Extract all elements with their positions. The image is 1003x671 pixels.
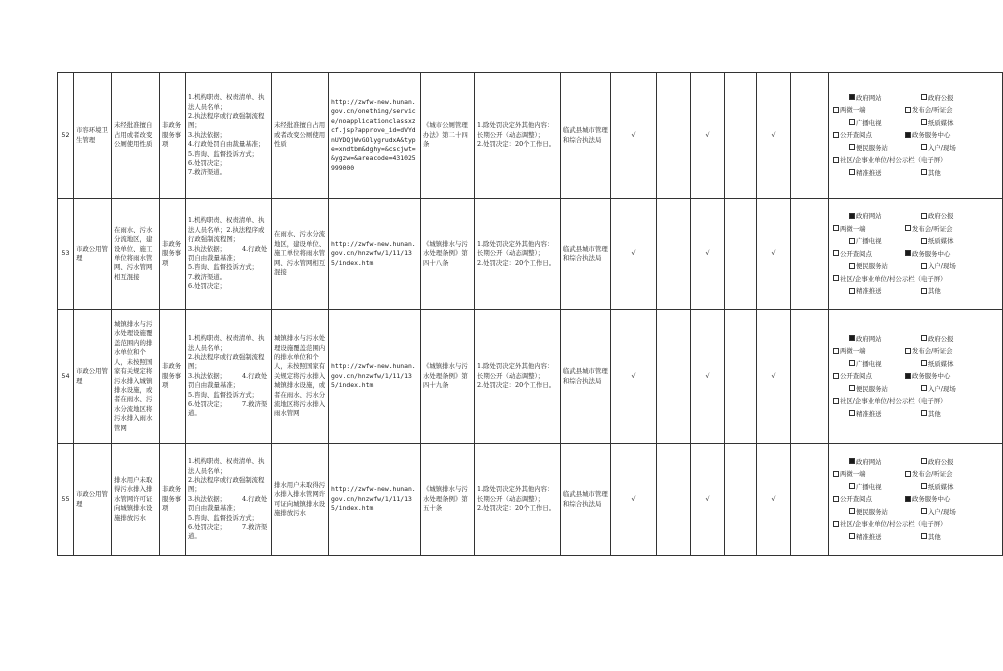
unchecked-box-icon (921, 410, 927, 416)
channel-option (849, 456, 921, 469)
channel-label: 入户/现场 (928, 384, 956, 393)
agency-cell: 临武县城市管理和综合执法局 (561, 444, 611, 556)
publish-channels (829, 199, 1003, 310)
channel-option (905, 250, 950, 258)
unchecked-box-icon (849, 410, 855, 416)
category-cell: 市政公用管理 (74, 444, 112, 556)
channel-line (833, 104, 1002, 117)
channel-line (833, 142, 1002, 155)
channel-label: 便民服务站 (856, 143, 888, 152)
channel-label: 公开查阅点 (840, 249, 872, 258)
channel-option (849, 210, 921, 223)
unchecked-box-icon (833, 471, 839, 477)
channel-label: 社区/企事业单位/村公示栏（电子屏） (840, 156, 947, 165)
channel-line (833, 223, 1002, 236)
channel-label: 两微一端 (840, 347, 866, 356)
channel-label: 便民服务站 (856, 384, 888, 393)
type-cell: 非政务服务事项 (160, 73, 186, 199)
channel-option (905, 225, 953, 233)
channel-label: 政府公报 (928, 93, 954, 102)
channel-option (849, 481, 921, 494)
channel-option (849, 235, 921, 248)
check-mark: √ (757, 73, 791, 199)
checked-box-icon (905, 373, 911, 379)
unchecked-box-icon (921, 144, 927, 150)
link-cell: http://zwfw-new.hunan.gov.cn/hnzwfw/1/11/135/index.htm (329, 199, 421, 310)
channel-label: 政务服务中心 (912, 495, 951, 504)
channel-option (833, 104, 905, 117)
unchecked-box-icon (849, 508, 855, 514)
channel-label: 便民服务站 (856, 507, 888, 516)
channel-option (905, 495, 950, 503)
checked-box-icon (849, 94, 855, 100)
unchecked-box-icon (833, 225, 839, 231)
channel-option (921, 360, 954, 368)
unchecked-box-icon (849, 385, 855, 391)
empty-cell (725, 73, 757, 199)
channel-label: 公开查阅点 (840, 372, 872, 381)
channel-line (833, 154, 1002, 167)
checked-box-icon (905, 132, 911, 138)
channel-option (849, 506, 921, 519)
channel-label: 纸质媒体 (928, 237, 954, 246)
checked-box-icon (905, 496, 911, 502)
publish-channels (829, 310, 1003, 444)
empty-cell (791, 444, 829, 556)
content-cell: 1.机构职责、权责清单、执法人员名单； 2.执法程序或行政强制流程图； 3.执法依据； 4.行政处罚自由裁量基准； 5.咨询、监督投诉方式； 6.处罚决定； 7.救济渠道。 (186, 444, 272, 556)
channel-option (905, 347, 953, 355)
unchecked-box-icon (921, 263, 927, 269)
channel-line (833, 129, 1002, 142)
channel-label: 政府公报 (928, 457, 954, 466)
channel-line (833, 167, 1002, 180)
channel-line (833, 481, 1002, 494)
unchecked-box-icon (833, 521, 839, 527)
unchecked-box-icon (921, 508, 927, 514)
checked-box-icon (849, 213, 855, 219)
basis-desc-cell: 排水用户未取得污水排入排水管网许可证向城镇排水设施排放污水 (272, 444, 329, 556)
channel-option (905, 106, 953, 114)
channel-option (833, 397, 947, 405)
channel-label: 入户/现场 (928, 507, 956, 516)
table-row (58, 444, 1003, 556)
channel-option (833, 370, 905, 383)
checked-box-icon (849, 335, 855, 341)
channel-label: 两微一端 (840, 224, 866, 233)
channel-option (833, 223, 905, 236)
unchecked-box-icon (833, 398, 839, 404)
category-cell: 市容环境卫生管理 (74, 73, 112, 199)
channel-option (833, 275, 947, 283)
channel-option (849, 358, 921, 371)
channel-option (921, 483, 954, 491)
agency-cell: 临武县城市管理和综合执法局 (561, 199, 611, 310)
law-cell: 《城镇排水与污水处理条例》第五十条 (421, 444, 475, 556)
unchecked-box-icon (833, 373, 839, 379)
channel-line (833, 210, 1002, 223)
unchecked-box-icon (921, 94, 927, 100)
link-cell: http://zwfw-new.hunan.gov.cn/hnzwfw/1/11/135/index.htm (329, 444, 421, 556)
channel-option (921, 410, 941, 418)
channel-option (905, 470, 953, 478)
empty-cell (791, 199, 829, 310)
channel-label: 社区/企事业单位/村公示栏（电子屏） (840, 397, 947, 406)
check-mark: √ (691, 310, 725, 444)
channel-option (849, 333, 921, 346)
unchecked-box-icon (849, 119, 855, 125)
empty-cell (657, 199, 691, 310)
channel-label: 政府公报 (928, 212, 954, 221)
channel-label: 广播电视 (856, 482, 882, 491)
channel-option (833, 468, 905, 481)
channel-line (833, 235, 1002, 248)
channel-label: 政府网站 (856, 212, 882, 221)
channel-option (849, 167, 921, 180)
basis-desc-cell: 未经批准擅自占用或者改变公厕使用性质 (272, 73, 329, 199)
channel-line (833, 468, 1002, 481)
channel-label: 政府网站 (856, 334, 882, 343)
empty-cell (791, 310, 829, 444)
channel-option (833, 345, 905, 358)
channel-option (833, 248, 905, 261)
channel-option (833, 520, 947, 528)
table-row (58, 310, 1003, 444)
item-cell: 在雨水、污水分流地区，建设单位、施工单位将雨水管网、污水管网相互混接 (112, 199, 160, 310)
content-cell: 1.机构职责、权责清单、执法人员名单； 2.执法程序或行政强制流程图； 3.执法依据； 4.行政处罚自由裁量基准； 5.咨询、监督投诉方式； 6.处罚决定； 7.救济渠道。 (186, 73, 272, 199)
channel-option (833, 129, 905, 142)
check-mark: √ (611, 199, 657, 310)
channel-line (833, 395, 1002, 408)
unchecked-box-icon (833, 348, 839, 354)
channel-label: 两微一端 (840, 470, 866, 479)
empty-cell (657, 444, 691, 556)
content-cell: 1.机构职责、权责清单、执法人员名单； 2.执法程序或行政强制流程图； 3.执法依据； 4.行政处罚自由裁量基准； 5.咨询、监督投诉方式； 6.处罚决定； 7.救济渠道。 (186, 310, 272, 444)
check-mark: √ (691, 199, 725, 310)
channel-label: 社区/企事业单位/村公示栏（电子屏） (840, 520, 947, 529)
channel-label: 其他 (928, 168, 941, 177)
channel-line (833, 273, 1002, 286)
channel-option (921, 533, 941, 541)
channel-label: 政府公报 (928, 334, 954, 343)
unchecked-box-icon (833, 132, 839, 138)
check-mark: √ (757, 444, 791, 556)
channel-option (921, 287, 941, 295)
basis-desc-cell: 在雨水、污水分流地区，建设单位、施工单位将雨水管网、污水管网相互混接 (272, 199, 329, 310)
channel-label: 广播电视 (856, 359, 882, 368)
check-mark: √ (611, 310, 657, 444)
channel-line (833, 117, 1002, 130)
agency-cell: 临武县城市管理和综合执法局 (561, 310, 611, 444)
channel-label: 纸质媒体 (928, 482, 954, 491)
channel-option (921, 169, 941, 177)
unchecked-box-icon (905, 225, 911, 231)
unchecked-box-icon (849, 169, 855, 175)
unchecked-box-icon (905, 348, 911, 354)
channel-option (921, 385, 956, 393)
channel-option (833, 156, 947, 164)
category-cell: 市政公用管理 (74, 199, 112, 310)
period-cell: 1.除处罚决定外其他内容：长期公开（动态调整）； 2.处罚决定：20个工作日。 (475, 310, 561, 444)
empty-cell (657, 310, 691, 444)
channel-option (921, 212, 954, 220)
channel-option (849, 142, 921, 155)
channel-label: 其他 (928, 532, 941, 541)
channel-option (849, 117, 921, 130)
unchecked-box-icon (921, 119, 927, 125)
channel-line (833, 333, 1002, 346)
unchecked-box-icon (849, 288, 855, 294)
unchecked-box-icon (905, 471, 911, 477)
empty-cell (657, 73, 691, 199)
link-cell: http://zwfw-new.hunan.gov.cn/onething/service/noapplicationclassxzcf.jsp?approve_id=dVYdnUYDQjWvGOlygrudxA&type=xndtbm&dghy=&cscjwt=&ygzw=&areacode=431025999000 (329, 73, 421, 199)
type-cell: 非政务服务事项 (160, 310, 186, 444)
unchecked-box-icon (921, 169, 927, 175)
channel-label: 精准推送 (856, 287, 882, 296)
channel-line (833, 408, 1002, 421)
channel-option (921, 144, 956, 152)
period-cell: 1.除处罚决定外其他内容：长期公开（动态调整）； 2.处罚决定：20个工作日。 (475, 444, 561, 556)
channel-label: 发布会/听证会 (912, 347, 953, 356)
unchecked-box-icon (921, 458, 927, 464)
channel-label: 政务服务中心 (912, 131, 951, 140)
channel-label: 入户/现场 (928, 143, 956, 152)
channel-line (833, 370, 1002, 383)
channel-label: 便民服务站 (856, 262, 888, 271)
channel-label: 发布会/听证会 (912, 106, 953, 115)
channel-label: 发布会/听证会 (912, 224, 953, 233)
channel-option (849, 260, 921, 273)
channel-label: 其他 (928, 409, 941, 418)
channel-line (833, 260, 1002, 273)
row-number: 53 (58, 199, 74, 310)
empty-cell (725, 444, 757, 556)
content-cell: 1.机构职责、权责清单、执法人员名单；2.执法程序或行政强制流程图； 3.执法依据； 4.行政处罚自由裁量基准； 5.咨询、监督投诉方式； 7.救济渠道。 6.处罚决定； (186, 199, 272, 310)
channel-option (905, 131, 950, 139)
unchecked-box-icon (849, 263, 855, 269)
category-cell: 市政公用管理 (74, 310, 112, 444)
unchecked-box-icon (921, 360, 927, 366)
type-cell: 非政务服务事项 (160, 199, 186, 310)
channel-label: 社区/企事业单位/村公示栏（电子屏） (840, 274, 947, 283)
channel-label: 公开查阅点 (840, 495, 872, 504)
channel-label: 发布会/听证会 (912, 470, 953, 479)
row-number: 54 (58, 310, 74, 444)
check-mark: √ (757, 199, 791, 310)
channel-line (833, 285, 1002, 298)
unchecked-box-icon (833, 496, 839, 502)
checked-box-icon (849, 458, 855, 464)
unchecked-box-icon (921, 288, 927, 294)
unchecked-box-icon (921, 335, 927, 341)
channel-line (833, 456, 1002, 469)
unchecked-box-icon (849, 360, 855, 366)
channel-option (921, 458, 954, 466)
row-number: 55 (58, 444, 74, 556)
type-cell: 非政务服务事项 (160, 444, 186, 556)
channel-option (921, 94, 954, 102)
channel-label: 两微一端 (840, 106, 866, 115)
basis-desc-cell: 城镇排水与污水处理设施覆盖范围内的排水单位和个人，未按照国家有关规定将污水排入城镇排水设施，或者在雨水、污水分流地区将污水排入雨水管网 (272, 310, 329, 444)
law-cell: 《城镇排水与污水处理条例》第四十九条 (421, 310, 475, 444)
channel-option (849, 408, 921, 421)
channel-option (849, 92, 921, 105)
unchecked-box-icon (921, 385, 927, 391)
check-mark: √ (691, 444, 725, 556)
channel-option (921, 335, 954, 343)
period-cell: 1.除处罚决定外其他内容：长期公开（动态调整）； 2.处罚决定：20个工作日。 (475, 199, 561, 310)
checked-box-icon (905, 250, 911, 256)
item-cell: 未经批准擅自占用或者改变公厕使用性质 (112, 73, 160, 199)
table-row (58, 199, 1003, 310)
link-cell: http://zwfw-new.hunan.gov.cn/hnzwfw/1/11/135/index.htm (329, 310, 421, 444)
check-mark: √ (691, 73, 725, 199)
empty-cell (725, 310, 757, 444)
channel-label: 广播电视 (856, 237, 882, 246)
table-row (58, 73, 1003, 199)
channel-line (833, 345, 1002, 358)
channel-label: 政务服务中心 (912, 249, 951, 258)
channel-line (833, 493, 1002, 506)
publish-channels (829, 444, 1003, 556)
channel-line (833, 383, 1002, 396)
channel-label: 纸质媒体 (928, 118, 954, 127)
check-mark: √ (611, 444, 657, 556)
channel-option (849, 531, 921, 544)
unchecked-box-icon (905, 107, 911, 113)
channel-label: 公开查阅点 (840, 131, 872, 140)
unchecked-box-icon (921, 533, 927, 539)
channel-label: 政府网站 (856, 93, 882, 102)
unchecked-box-icon (921, 238, 927, 244)
channel-label: 政府网站 (856, 457, 882, 466)
unchecked-box-icon (833, 107, 839, 113)
unchecked-box-icon (833, 250, 839, 256)
channel-option (849, 383, 921, 396)
channel-line (833, 506, 1002, 519)
channel-option (849, 285, 921, 298)
disclosure-table (57, 72, 1003, 556)
channel-option (905, 372, 950, 380)
check-mark: √ (757, 310, 791, 444)
check-mark: √ (611, 73, 657, 199)
unchecked-box-icon (849, 238, 855, 244)
channel-label: 纸质媒体 (928, 359, 954, 368)
unchecked-box-icon (833, 157, 839, 163)
channel-option (921, 508, 956, 516)
unchecked-box-icon (921, 213, 927, 219)
channel-label: 广播电视 (856, 118, 882, 127)
row-number: 52 (58, 73, 74, 199)
channel-option (833, 493, 905, 506)
unchecked-box-icon (849, 533, 855, 539)
law-cell: 《城市公厕管理办法》第二十四条 (421, 73, 475, 199)
law-cell: 《城镇排水与污水处理条例》第四十八条 (421, 199, 475, 310)
channel-option (921, 119, 954, 127)
channel-label: 入户/现场 (928, 262, 956, 271)
channel-label: 精准推送 (856, 168, 882, 177)
unchecked-box-icon (833, 275, 839, 281)
unchecked-box-icon (921, 483, 927, 489)
channel-line (833, 531, 1002, 544)
period-cell: 1.除处罚决定外其他内容：长期公开（动态调整）； 2.处罚决定：20个工作日。 (475, 73, 561, 199)
empty-cell (725, 199, 757, 310)
empty-cell (791, 73, 829, 199)
channel-option (921, 237, 954, 245)
unchecked-box-icon (849, 144, 855, 150)
channel-line (833, 358, 1002, 371)
channel-line (833, 248, 1002, 261)
channel-option (921, 262, 956, 270)
channel-line (833, 92, 1002, 105)
channel-label: 精准推送 (856, 532, 882, 541)
channel-label: 政务服务中心 (912, 372, 951, 381)
item-cell: 城镇排水与污水处理设施覆盖范围内的排水单位和个人，未按照国家有关规定将污水排入城镇排水设施，或者在雨水、污水分流地区将污水排入雨水管网 (112, 310, 160, 444)
item-cell: 排水用户未取得污水排入排水管网许可证向城镇排水设施排放污水 (112, 444, 160, 556)
publish-channels (829, 73, 1003, 199)
channel-line (833, 518, 1002, 531)
unchecked-box-icon (849, 483, 855, 489)
channel-label: 其他 (928, 287, 941, 296)
agency-cell: 临武县城市管理和综合执法局 (561, 73, 611, 199)
channel-label: 精准推送 (856, 409, 882, 418)
